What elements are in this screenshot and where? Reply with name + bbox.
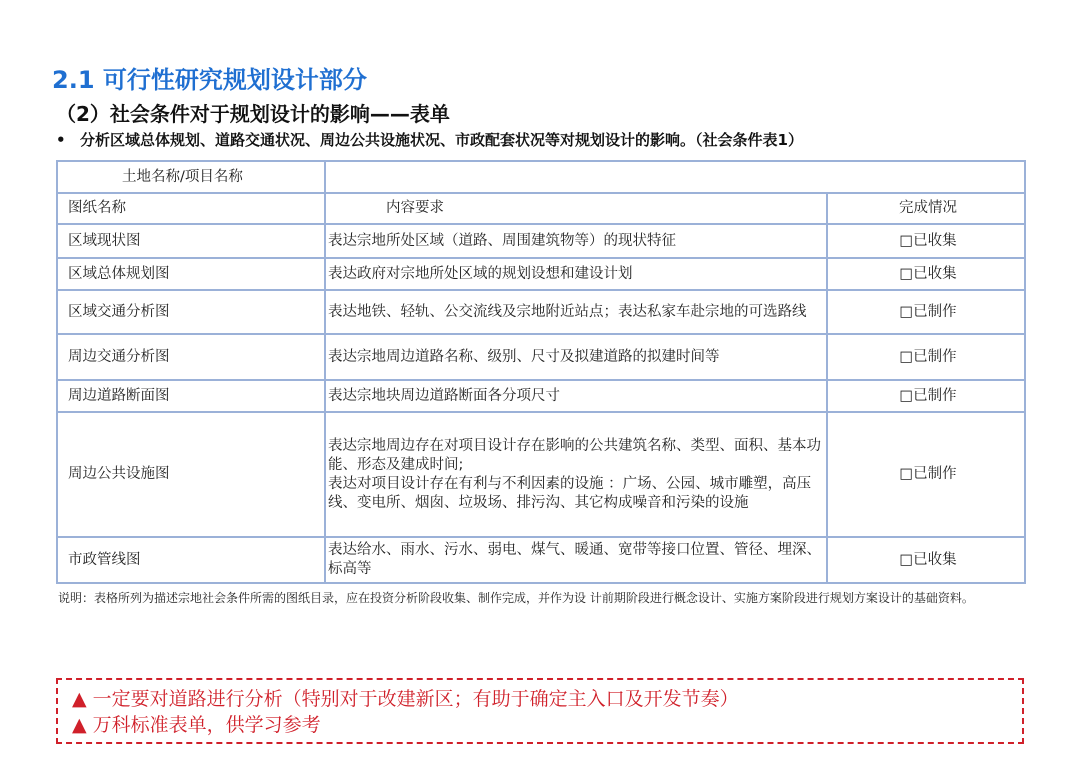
table-row-land-name xyxy=(57,161,1025,193)
bullet-dot-icon: • xyxy=(56,131,66,149)
row-status: □已制作 xyxy=(827,380,1025,412)
table-row xyxy=(57,412,1025,537)
table-header-row xyxy=(57,193,1025,224)
table-row xyxy=(57,334,1025,380)
column-header-drawing-name: 图纸名称 xyxy=(57,193,325,224)
table-row xyxy=(57,537,1025,583)
row-drawing-name: 市政管线图 xyxy=(57,537,325,583)
row-status: □已收集 xyxy=(827,258,1025,290)
column-header-content: 内容要求 xyxy=(325,193,827,224)
warning-box xyxy=(56,678,1024,744)
row-content: 表达政府对宗地所处区域的规划设想和建设计划 xyxy=(325,258,827,290)
row-status: □已收集 xyxy=(827,537,1025,583)
land-name-value xyxy=(325,161,1025,193)
page-subtitle: （2）社会条件对于规划设计的影响——表单 xyxy=(56,102,450,126)
row-drawing-name: 周边公共设施图 xyxy=(57,412,325,537)
page-title: 2.1 可行性研究规划设计部分 xyxy=(52,66,367,94)
row-drawing-name: 区域总体规划图 xyxy=(57,258,325,290)
table-note: 说明：表格所列为描述宗地社会条件所需的图纸目录，应在投资分析阶段收集、制作完成，并作为设 计前期阶段进行概念设计、实施方案阶段进行规划方案设计的基础资料。 xyxy=(58,591,974,605)
social-conditions-table xyxy=(56,160,1026,584)
table-row xyxy=(57,258,1025,290)
table-row xyxy=(57,224,1025,258)
table-row xyxy=(57,290,1025,334)
row-content: 表达宗地块周边道路断面各分项尺寸 xyxy=(325,380,827,412)
table-row xyxy=(57,380,1025,412)
row-drawing-name: 周边道路断面图 xyxy=(57,380,325,412)
row-drawing-name: 周边交通分析图 xyxy=(57,334,325,380)
row-content: 表达地铁、轻轨、公交流线及宗地附近站点；表达私家车赴宗地的可选路线 xyxy=(325,290,827,334)
row-status: □已制作 xyxy=(827,334,1025,380)
row-drawing-name: 区域交通分析图 xyxy=(57,290,325,334)
land-name-label: 土地名称/项目名称 xyxy=(57,161,325,193)
bullet-text: 分析区域总体规划、道路交通状况、周边公共设施状况、市政配套状况等对规划设计的影响。（社会条件表1） xyxy=(80,131,803,149)
row-content: 表达宗地所处区域（道路、周围建筑物等）的现状特征 xyxy=(325,224,827,258)
row-drawing-name: 区域现状图 xyxy=(57,224,325,258)
warning-line: ▲ 万科标准表单，供学习参考 xyxy=(72,714,321,736)
row-content: 表达宗地周边存在对项目设计存在影响的公共建筑名称、类型、面积、基本功能、形态及建成时间; 表达对项目设计存在有利与不利因素的设施 ：广场、公园、城市雕塑，高压线、变电所、烟囱、垃圾场、排污沟、其它构成噪音和污染的设施 xyxy=(325,412,827,537)
row-content: 表达给水、雨水、污水、弱电、煤气、暖通、宽带等接口位置、管径、埋深、标高等 xyxy=(325,537,827,583)
warning-line: ▲ 一定要对道路进行分析（特别对于改建新区；有助于确定主入口及开发节奏） xyxy=(72,688,739,710)
row-status: □已收集 xyxy=(827,224,1025,258)
row-status: □已制作 xyxy=(827,412,1025,537)
row-status: □已制作 xyxy=(827,290,1025,334)
bullet-description xyxy=(56,129,803,150)
row-content: 表达宗地周边道路名称、级别、尺寸及拟建道路的拟建时间等 xyxy=(325,334,827,380)
column-header-status: 完成情况 xyxy=(827,193,1025,224)
